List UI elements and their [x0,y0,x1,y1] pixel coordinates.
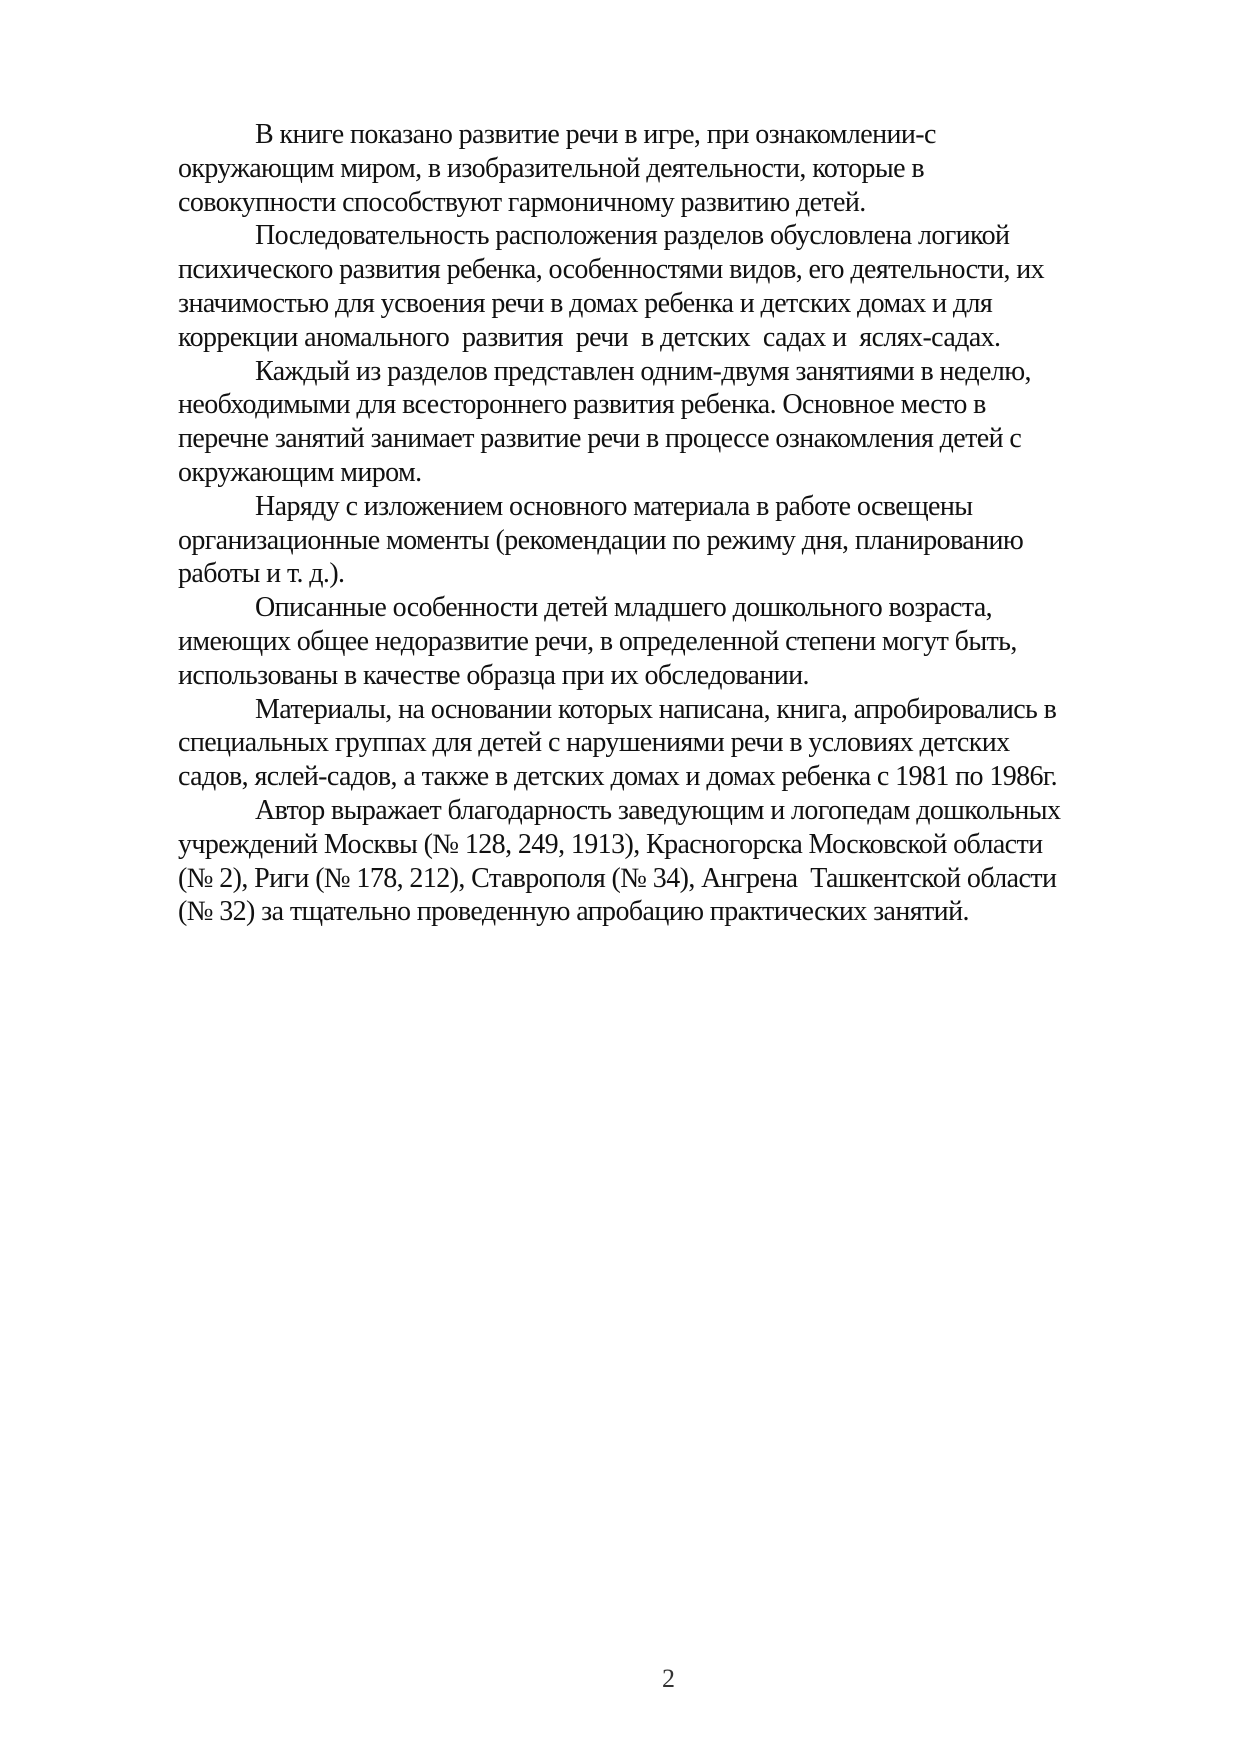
text-line: работы и т. д.). [178,558,345,590]
text-line: имеющих общее недоразвитие речи, в определенной степени могут быть, [178,625,1017,657]
paragraph [178,219,1158,354]
text-line: Каждый из разделов представлен одним-двумя занятиями в неделю, [255,355,1031,387]
text-line: необходимыми для всестороннего развития ребенка. Основное место в [178,389,986,421]
paragraph [178,355,1158,490]
text-line: Наряду с изложением основного материала в работе освещены [255,490,973,522]
paragraph [178,118,1158,219]
text-line: Автор выражает благодарность заведующим и логопедам дошкольных [255,794,1061,826]
text-line: Последовательность расположения разделов обусловлена логикой [255,220,1010,252]
paragraph [178,794,1158,929]
text-line: перечне занятий занимает развитие речи в процессе ознакомления детей с [178,423,1022,455]
text-line: учреждений Москвы (№ 128, 249, 1913), Красногорска Московской области [178,828,1043,860]
text-line: совокупности способствуют гармоничному развитию детей. [178,186,866,218]
text-line: Материалы, на основании которых написана, книга, апробировались в [255,693,1057,725]
text-line: организационные моменты (рекомендации по режиму дня, планированию [178,524,1024,556]
text-line: Описанные особенности детей младшего дошкольного возраста, [255,592,993,624]
text-line: использованы в качестве образца при их обследовании. [178,659,809,691]
text-line: психического развития ребенка, особенностями видов, его деятельности, их [178,254,1045,286]
paragraph [178,591,1158,692]
text-line: окружающим миром, в изобразительной деятельности, которые в [178,152,924,184]
paragraph [178,693,1158,794]
text-line: окружающим миром. [178,456,422,488]
document-body [178,118,1158,929]
page-number: 2 [662,1664,675,1693]
text-line: садов, яслей-садов, а также в детских домах и домах ребенка с 1981 по 1986г. [178,761,1058,793]
text-line: В книге показано развитие речи в игре, при ознакомлении-с [255,119,936,150]
text-line: коррекции аномального развития речи в детских садах и яслях-садах. [178,321,1001,353]
text-line: (№ 2), Риги (№ 178, 212), Ставрополя (№ 34), Ангрена Ташкентской области [178,862,1057,894]
text-line: специальных группах для детей с нарушениями речи в условиях детских [178,727,1010,759]
text-line: значимостью для усвоения речи в домах ребенка и детских домах и для [178,287,993,319]
paragraph [178,490,1158,591]
text-line: (№ 32) за тщательно проведенную апробацию практических занятий. [178,896,969,928]
